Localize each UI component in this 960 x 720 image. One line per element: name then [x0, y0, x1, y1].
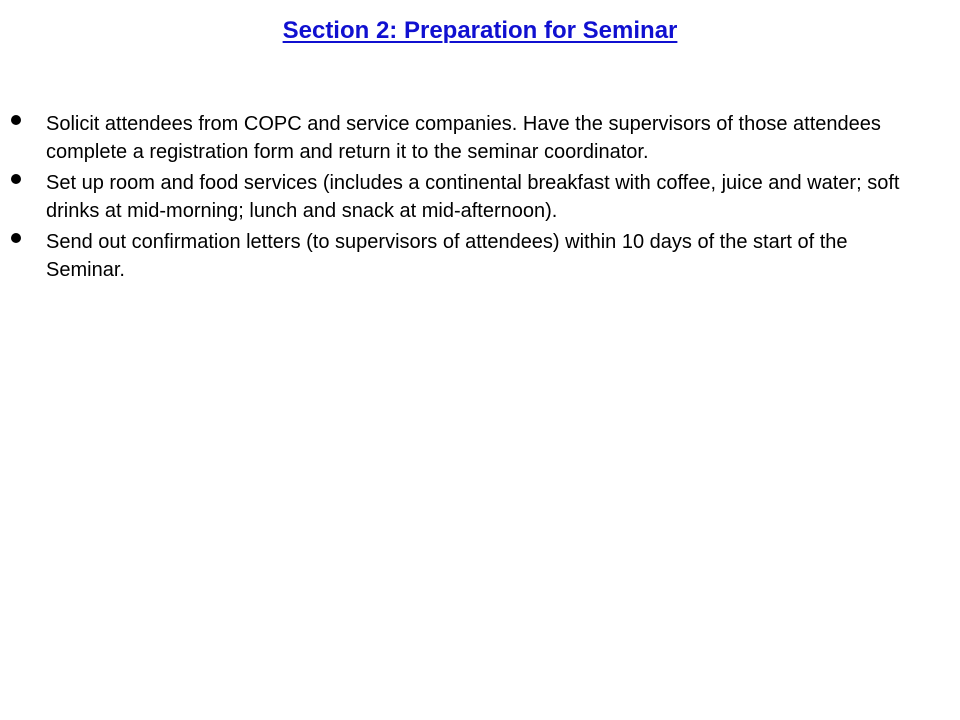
bullet-text: Set up room and food services (includes a continental breakfast with coffee, juice and water; soft drinks at mid-morning; lunch and snack at mid-afternoon).: [46, 172, 900, 222]
bullet-item-confirmation-letters: [0, 228, 960, 284]
bullet-dot-icon: [11, 115, 21, 125]
bullet-text: Send out confirmation letters (to supervisors of attendees) within 10 days of the start of the Seminar.: [46, 231, 848, 281]
bullet-item-solicit-attendees: [0, 110, 960, 166]
bullet-list: [0, 110, 960, 287]
bullet-item-room-and-food: [0, 169, 960, 225]
bullet-dot-icon: [11, 233, 21, 243]
slide-title: Section 2: Preparation for Seminar: [282, 17, 678, 44]
bullet-text: Solicit attendees from COPC and service companies. Have the supervisors of those attendees complete a registration form and return it to the seminar coordinator.: [46, 113, 881, 163]
bullet-dot-icon: [11, 174, 21, 184]
